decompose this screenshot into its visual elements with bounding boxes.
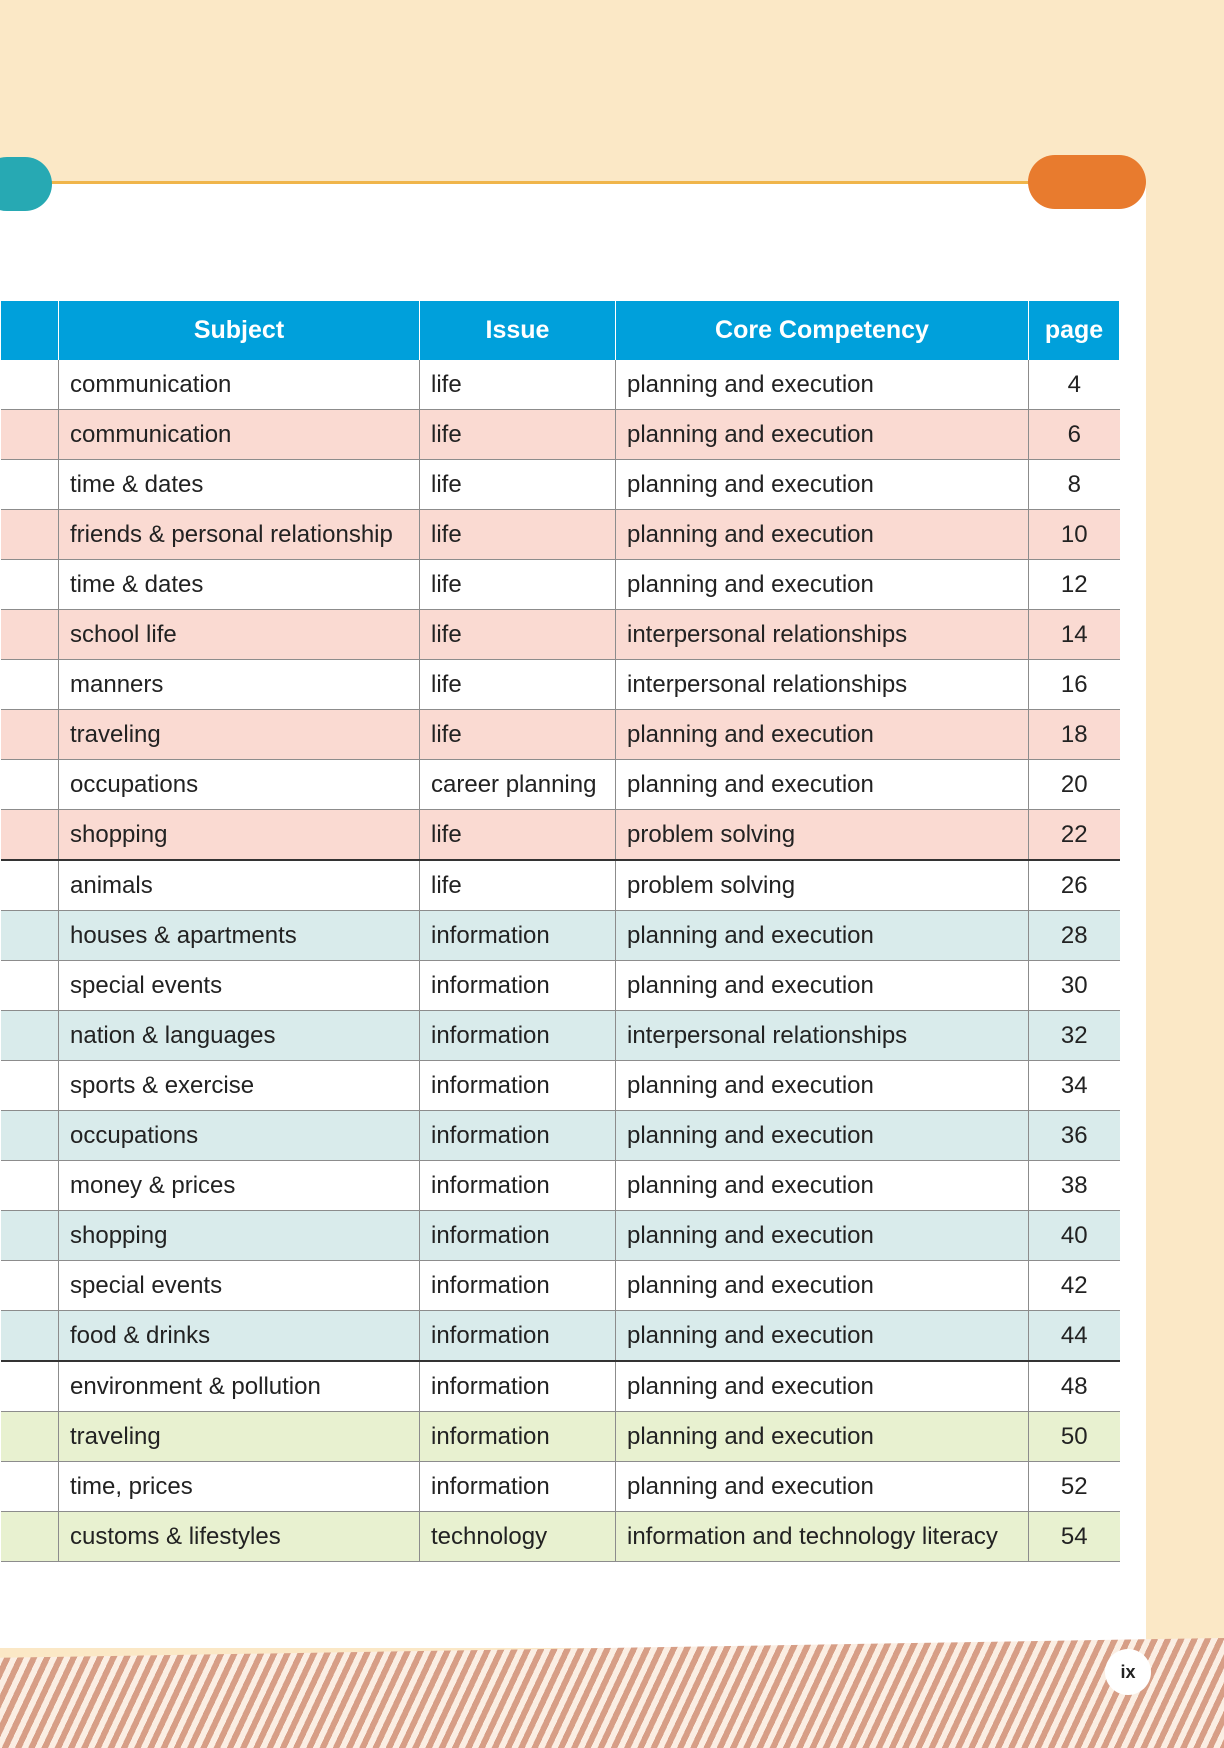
subject-cell: traveling (59, 710, 420, 760)
subject-cell: time & dates (59, 460, 420, 510)
row-margin (1, 1211, 59, 1261)
row-margin (1, 1111, 59, 1161)
table-row (1, 911, 1120, 961)
header-core-competency: Core Competency (616, 301, 1029, 360)
subject-cell: manners (59, 660, 420, 710)
issue-cell: information (420, 1161, 616, 1211)
subject-cell: traveling (59, 1412, 420, 1462)
competency-cell: planning and execution (616, 760, 1029, 810)
table-row (1, 710, 1120, 760)
competency-cell: planning and execution (616, 710, 1029, 760)
page-cell: 8 (1029, 460, 1120, 510)
row-margin (1, 710, 59, 760)
header-rule (40, 181, 1040, 184)
page-cell: 10 (1029, 510, 1120, 560)
competency-cell: planning and execution (616, 460, 1029, 510)
row-margin (1, 1161, 59, 1211)
issue-cell: information (420, 1361, 616, 1412)
row-margin (1, 560, 59, 610)
page-cell: 50 (1029, 1412, 1120, 1462)
issue-cell: information (420, 911, 616, 961)
page-cell: 44 (1029, 1311, 1120, 1362)
table-row (1, 1462, 1120, 1512)
competency-cell: planning and execution (616, 961, 1029, 1011)
subject-cell: customs & lifestyles (59, 1512, 420, 1562)
row-margin (1, 1512, 59, 1562)
page-cell: 16 (1029, 660, 1120, 710)
page-cell: 6 (1029, 410, 1120, 460)
table-row (1, 410, 1120, 460)
page-cell: 14 (1029, 610, 1120, 660)
table-row (1, 1061, 1120, 1111)
issue-cell: information (420, 1011, 616, 1061)
page-cell: 42 (1029, 1261, 1120, 1311)
issue-cell: life (420, 510, 616, 560)
header-page: page (1029, 301, 1120, 360)
competency-cell: planning and execution (616, 1462, 1029, 1512)
competency-cell: planning and execution (616, 1261, 1029, 1311)
issue-cell: life (420, 360, 616, 410)
competency-cell: planning and execution (616, 510, 1029, 560)
row-margin (1, 660, 59, 710)
row-margin (1, 1261, 59, 1311)
subject-cell: special events (59, 961, 420, 1011)
issue-cell: life (420, 860, 616, 911)
subject-cell: time, prices (59, 1462, 420, 1512)
issue-cell: technology (420, 1512, 616, 1562)
page-cell: 30 (1029, 961, 1120, 1011)
competency-cell: planning and execution (616, 1412, 1029, 1462)
row-margin (1, 1462, 59, 1512)
issue-cell: life (420, 460, 616, 510)
issue-cell: information (420, 961, 616, 1011)
issue-cell: information (420, 1211, 616, 1261)
issue-cell: life (420, 710, 616, 760)
row-margin (1, 1361, 59, 1412)
row-margin (1, 610, 59, 660)
competency-cell: planning and execution (616, 1111, 1029, 1161)
subject-cell: friends & personal relationship (59, 510, 420, 560)
striped-footer-band (0, 1638, 1224, 1748)
page-cell: 40 (1029, 1211, 1120, 1261)
table-row (1, 560, 1120, 610)
row-margin (1, 1011, 59, 1061)
competency-cell: planning and execution (616, 1311, 1029, 1362)
competency-cell: interpersonal relationships (616, 660, 1029, 710)
competency-cell: planning and execution (616, 360, 1029, 410)
header-subject: Subject (59, 301, 420, 360)
competency-cell: planning and execution (616, 1361, 1029, 1412)
issue-cell: life (420, 410, 616, 460)
page-cell: 12 (1029, 560, 1120, 610)
issue-cell: life (420, 610, 616, 660)
table-row (1, 760, 1120, 810)
table-row (1, 1311, 1120, 1362)
page-cell: 18 (1029, 710, 1120, 760)
subject-cell: school life (59, 610, 420, 660)
row-margin (1, 961, 59, 1011)
competency-cell: interpersonal relationships (616, 610, 1029, 660)
row-margin (1, 760, 59, 810)
table-row (1, 1412, 1120, 1462)
subject-cell: food & drinks (59, 1311, 420, 1362)
row-margin (1, 360, 59, 410)
page-cell: 26 (1029, 860, 1120, 911)
subject-cell: sports & exercise (59, 1061, 420, 1111)
subject-cell: shopping (59, 810, 420, 861)
table-row (1, 660, 1120, 710)
page-cell: 32 (1029, 1011, 1120, 1061)
row-margin (1, 911, 59, 961)
row-margin (1, 510, 59, 560)
table-row (1, 1011, 1120, 1061)
row-margin (1, 1061, 59, 1111)
competency-cell: problem solving (616, 810, 1029, 861)
competency-cell: planning and execution (616, 1161, 1029, 1211)
competency-cell: information and technology literacy (616, 1512, 1029, 1562)
issue-cell: life (420, 560, 616, 610)
issue-cell: information (420, 1462, 616, 1512)
issue-cell: information (420, 1261, 616, 1311)
teal-tab-decoration (0, 157, 52, 211)
competency-cell: interpersonal relationships (616, 1011, 1029, 1061)
subject-cell: occupations (59, 760, 420, 810)
table-header-row (1, 301, 1120, 360)
page-cell: 38 (1029, 1161, 1120, 1211)
issue-cell: information (420, 1111, 616, 1161)
subject-cell: shopping (59, 1211, 420, 1261)
table-row (1, 961, 1120, 1011)
row-margin (1, 410, 59, 460)
page-cell: 4 (1029, 360, 1120, 410)
page-number-badge: ix (1105, 1649, 1151, 1695)
header-issue: Issue (420, 301, 616, 360)
page-cell: 48 (1029, 1361, 1120, 1412)
page-cell: 54 (1029, 1512, 1120, 1562)
subject-cell: animals (59, 860, 420, 911)
table-row (1, 810, 1120, 861)
table-row (1, 1361, 1120, 1412)
table-row (1, 610, 1120, 660)
orange-tab-decoration (1028, 155, 1146, 209)
competency-cell: planning and execution (616, 911, 1029, 961)
table-row (1, 1211, 1120, 1261)
issue-cell: information (420, 1061, 616, 1111)
subject-cell: special events (59, 1261, 420, 1311)
table-row (1, 1161, 1120, 1211)
subject-cell: environment & pollution (59, 1361, 420, 1412)
competency-cell: planning and execution (616, 410, 1029, 460)
table-row (1, 360, 1120, 410)
table-row (1, 510, 1120, 560)
table-row (1, 460, 1120, 510)
subject-cell: occupations (59, 1111, 420, 1161)
table-row (1, 1111, 1120, 1161)
page-cell: 52 (1029, 1462, 1120, 1512)
issue-cell: information (420, 1311, 616, 1362)
page-cell: 20 (1029, 760, 1120, 810)
row-margin (1, 860, 59, 911)
row-margin (1, 810, 59, 861)
table-row (1, 860, 1120, 911)
competency-cell: planning and execution (616, 560, 1029, 610)
subject-cell: time & dates (59, 560, 420, 610)
page-cell: 34 (1029, 1061, 1120, 1111)
contents-table (0, 301, 1120, 1562)
issue-cell: life (420, 660, 616, 710)
page-cell: 36 (1029, 1111, 1120, 1161)
subject-cell: communication (59, 410, 420, 460)
table-row (1, 1261, 1120, 1311)
row-margin (1, 1412, 59, 1462)
page-cell: 22 (1029, 810, 1120, 861)
table-row (1, 1512, 1120, 1562)
row-margin (1, 1311, 59, 1362)
competency-cell: problem solving (616, 860, 1029, 911)
subject-cell: money & prices (59, 1161, 420, 1211)
row-margin (1, 460, 59, 510)
competency-cell: planning and execution (616, 1211, 1029, 1261)
subject-cell: houses & apartments (59, 911, 420, 961)
header-blank (1, 301, 59, 360)
competency-cell: planning and execution (616, 1061, 1029, 1111)
issue-cell: life (420, 810, 616, 861)
subject-cell: nation & languages (59, 1011, 420, 1061)
issue-cell: career planning (420, 760, 616, 810)
page-cell: 28 (1029, 911, 1120, 961)
issue-cell: information (420, 1412, 616, 1462)
subject-cell: communication (59, 360, 420, 410)
